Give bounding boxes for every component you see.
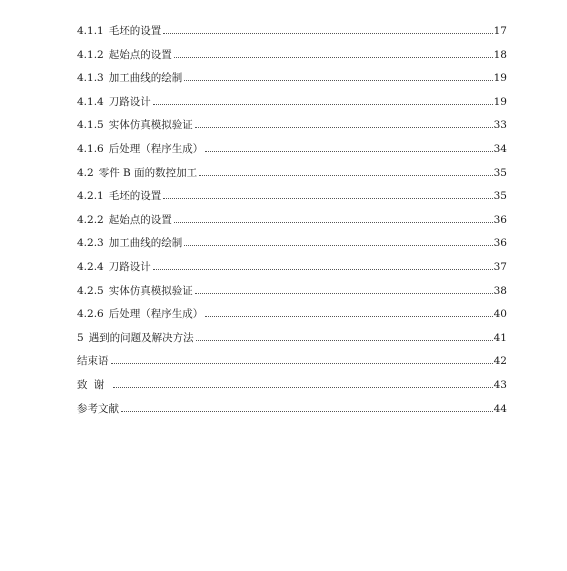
toc-leader-dots bbox=[113, 387, 493, 388]
toc-section-title: 结束语 bbox=[77, 355, 109, 368]
toc-page-number: 37 bbox=[493, 260, 507, 273]
toc-page-number: 36 bbox=[493, 237, 507, 250]
toc-section-number: 4.1.5 bbox=[77, 119, 104, 132]
toc-section-title: 实体仿真模拟验证 bbox=[108, 119, 193, 132]
toc-section-title: 起始点的设置 bbox=[108, 213, 172, 226]
toc-page-number: 36 bbox=[493, 213, 507, 226]
toc-section-number: 4.2.5 bbox=[77, 284, 104, 297]
toc-entry[interactable] bbox=[77, 142, 507, 166]
toc-section-title: 加工曲线的绘制 bbox=[108, 237, 183, 250]
toc-leader-dots bbox=[111, 363, 493, 364]
toc-entry[interactable] bbox=[77, 260, 507, 284]
toc-section-number: 4.2.4 bbox=[77, 260, 104, 273]
toc-page-number: 19 bbox=[493, 95, 507, 108]
toc-section-title: 致谢 bbox=[77, 378, 111, 391]
toc-leader-dots bbox=[153, 104, 493, 105]
toc-leader-dots bbox=[163, 198, 492, 199]
toc-page-number: 17 bbox=[493, 25, 507, 37]
toc-section-number: 4.1.2 bbox=[77, 48, 104, 61]
toc-section-title: 起始点的设置 bbox=[108, 48, 172, 61]
toc-page-number: 41 bbox=[493, 331, 507, 344]
toc-leader-dots bbox=[195, 127, 493, 128]
toc-leader-dots bbox=[205, 316, 492, 317]
table-of-contents bbox=[77, 24, 507, 425]
toc-page-number: 19 bbox=[493, 72, 507, 85]
toc-leader-dots bbox=[163, 33, 492, 34]
toc-entry[interactable] bbox=[77, 71, 507, 95]
toc-entry[interactable] bbox=[77, 354, 507, 378]
toc-leader-dots bbox=[196, 340, 493, 341]
toc-leader-dots bbox=[184, 80, 492, 81]
toc-entry[interactable] bbox=[77, 284, 507, 308]
toc-section-number: 4.2.3 bbox=[77, 237, 104, 250]
toc-section-title: 后处理（程序生成） bbox=[108, 308, 204, 321]
toc-leader-dots bbox=[174, 222, 493, 223]
toc-section-title: 实体仿真模拟验证 bbox=[108, 284, 193, 297]
toc-entry[interactable] bbox=[77, 166, 507, 190]
toc-leader-dots bbox=[174, 57, 493, 58]
toc-section-title: 毛坯的设置 bbox=[108, 25, 162, 37]
toc-section-number: 4.2.2 bbox=[77, 213, 104, 226]
toc-section-number: 4.2.1 bbox=[77, 190, 104, 203]
toc-section-number: 5 bbox=[77, 331, 84, 344]
toc-leader-dots bbox=[205, 151, 492, 152]
toc-page-number: 43 bbox=[493, 378, 507, 391]
toc-entry[interactable] bbox=[77, 402, 507, 426]
toc-leader-dots bbox=[121, 411, 493, 412]
toc-entry[interactable] bbox=[77, 95, 507, 119]
toc-page-number: 35 bbox=[493, 166, 507, 179]
toc-section-number: 4.1.6 bbox=[77, 142, 104, 155]
toc-section-title: 遇到的问题及解决方法 bbox=[88, 331, 194, 344]
toc-section-title: 后处理（程序生成） bbox=[108, 142, 204, 155]
toc-page-number: 35 bbox=[493, 190, 507, 203]
toc-section-title: 加工曲线的绘制 bbox=[108, 72, 183, 85]
toc-section-title: 刀路设计 bbox=[108, 95, 151, 108]
toc-page-number: 38 bbox=[493, 284, 507, 297]
toc-leader-dots bbox=[184, 245, 492, 246]
toc-page-number: 42 bbox=[493, 355, 507, 368]
toc-section-number: 4.2.6 bbox=[77, 308, 104, 321]
toc-page-number: 44 bbox=[493, 402, 507, 415]
toc-section-number: 4.1.1 bbox=[77, 25, 104, 37]
toc-entry[interactable] bbox=[77, 48, 507, 72]
toc-entry[interactable] bbox=[77, 118, 507, 142]
toc-page-number: 40 bbox=[493, 308, 507, 321]
toc-entry[interactable] bbox=[77, 331, 507, 355]
toc-page-number: 33 bbox=[493, 119, 507, 132]
toc-section-title: 零件 B 面的数控加工 bbox=[98, 166, 198, 179]
toc-section-number: 4.1.3 bbox=[77, 72, 104, 85]
toc-entry[interactable] bbox=[77, 378, 507, 402]
toc-section-title: 刀路设计 bbox=[108, 260, 151, 273]
toc-leader-dots bbox=[195, 293, 493, 294]
toc-entry[interactable] bbox=[77, 307, 507, 331]
toc-section-number: 4.1.4 bbox=[77, 95, 104, 108]
toc-entry[interactable] bbox=[77, 236, 507, 260]
toc-leader-dots bbox=[153, 269, 493, 270]
toc-page-number: 34 bbox=[493, 142, 507, 155]
toc-section-number: 4.2 bbox=[77, 166, 94, 179]
toc-leader-dots bbox=[199, 175, 493, 176]
toc-entry[interactable] bbox=[77, 213, 507, 237]
toc-page-number: 18 bbox=[493, 48, 507, 61]
toc-entry[interactable] bbox=[77, 189, 507, 213]
toc-section-title: 毛坯的设置 bbox=[108, 190, 162, 203]
toc-entry[interactable] bbox=[77, 24, 507, 48]
toc-section-title: 参考文献 bbox=[77, 402, 119, 415]
